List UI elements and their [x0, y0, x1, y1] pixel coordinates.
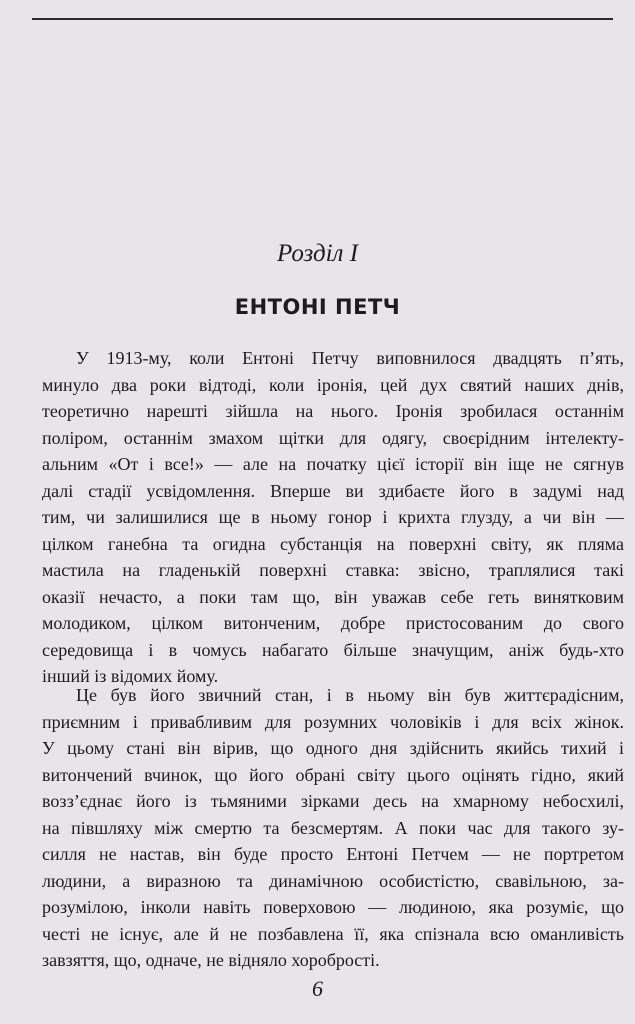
text-line: силля не настав, він буде просто Ентоні Петчем — не портретом: [42, 844, 624, 864]
text-line: мастила на гладенькій поверхні ставка: звісно, траплялися такі: [42, 560, 624, 580]
text-line: минуло два роки відтоді, коли іронія, цей дух святий наших днів,: [42, 374, 624, 395]
text-line: витончений вчинок, що його обрані світу цього оцінять гідно, який: [42, 764, 624, 785]
text-line: теоретично нарешті зійшла на нього. Іронія зробилася останнім: [42, 401, 624, 421]
text-line: середовища і в чомусь набагато більше значущим, аніж будь-хто: [42, 639, 624, 660]
text-line: У цьому стані він вірив, що одного дня здійснить якийсь тихий і: [42, 738, 624, 758]
text-line: завзяття, що, одначе, не відняло хоробрості.: [42, 950, 380, 970]
text-line: альним «От і все!» — але на початку цієї історії він іще не сягнув: [42, 454, 624, 474]
paragraph-2: [42, 682, 624, 974]
text-line: інший із відомих йому.: [42, 666, 219, 686]
paragraph-1: [42, 345, 624, 690]
text-line: поліром, останнім змахом щітки для одягу, своєрідним інтелекту-: [42, 427, 624, 448]
page-number: 6: [312, 976, 323, 1001]
text-line: честі не існує, але й не позбавлена її, яка спізнала всю оманливість: [42, 923, 624, 944]
text-line: на півшляху між смертю та безсмертям. А поки час для такого зу-: [42, 817, 624, 838]
text-line: Це був його звичний стан, і в ньому він був життєрадісним,: [76, 685, 624, 705]
top-rule: [32, 18, 613, 20]
text-line: цілком ганебна та огидна субстанція на поверхні світу, як пляма: [42, 533, 624, 554]
text-line: молодиком, цілком витонченим, добре пристосованим до свого: [42, 613, 624, 633]
text-line: тим, чи залишилися ще в ньому гонор і крихта глузду, а чи він —: [42, 507, 624, 527]
text-line: розумілою, інколи навіть поверховою — людиною, яка розуміє, що: [42, 897, 624, 917]
text-line: возз’єднає його із тьмяними зірками десь на хмарному небосхилі,: [42, 791, 624, 811]
text-line: приємним і привабливим для розумних чоловіків і для всіх жінок.: [42, 711, 624, 732]
chapter-label: Розділ I: [276, 240, 359, 267]
text-line: У 1913-му, коли Ентоні Петчу виповнилося двадцять п’ять,: [76, 348, 624, 368]
text-line: людини, а виразною та динамічною особистістю, свавільною, за-: [42, 870, 624, 891]
text-line: далі стадії усвідомлення. Вперше ви здибаєте його в задумі над: [42, 480, 624, 501]
text-line: оказії нечасто, а поки там що, він уважав себе геть винятковим: [42, 586, 624, 607]
chapter-title: ЕНТОНІ ПЕТЧ: [234, 295, 401, 319]
